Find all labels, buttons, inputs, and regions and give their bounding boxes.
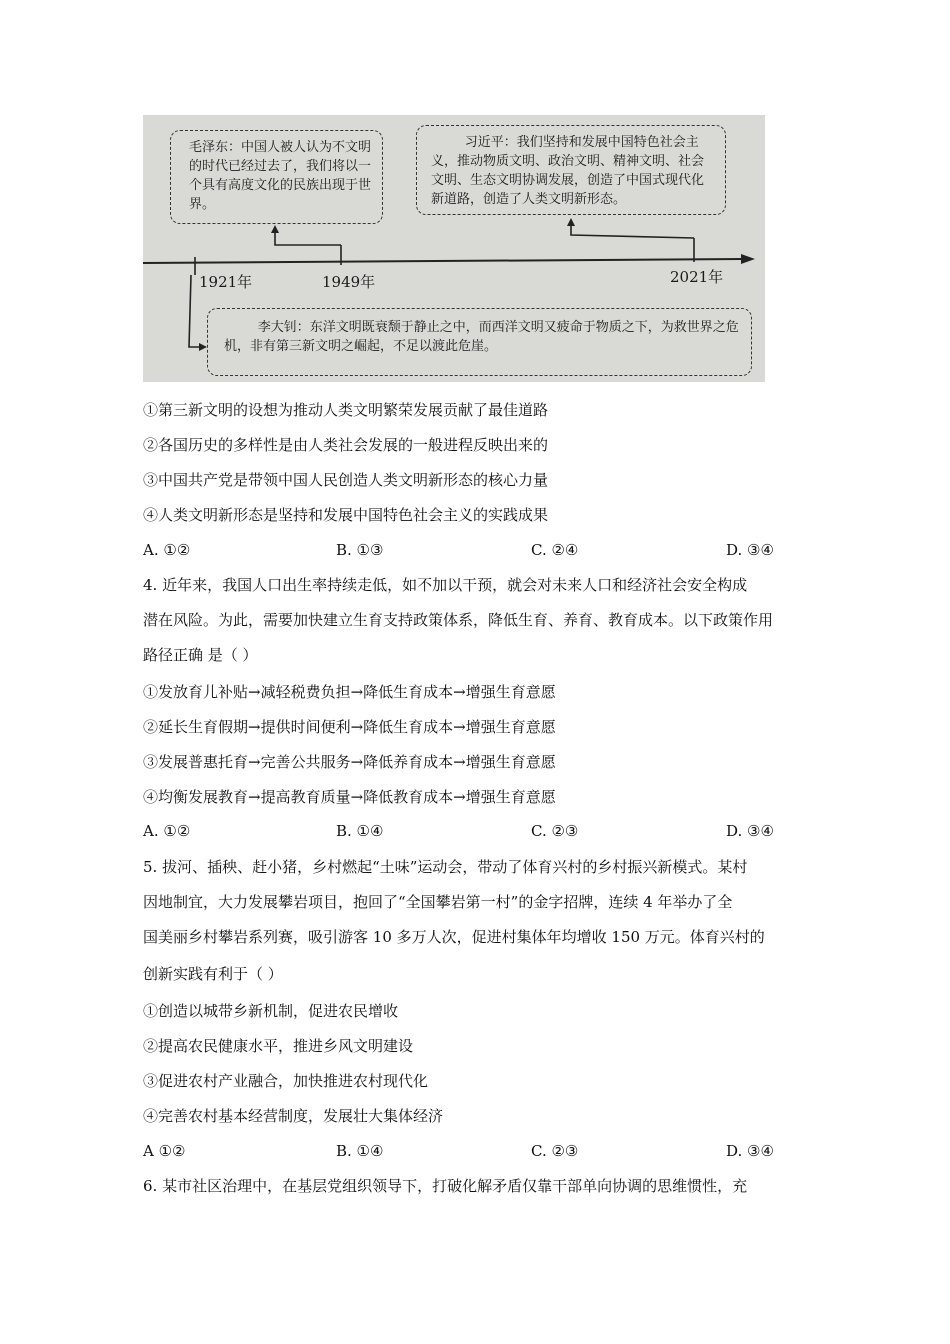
q3-option-a: A. ①② <box>143 541 191 559</box>
q4-stem-line-3: 路径正确 是（ ） <box>143 646 258 664</box>
q5-item-2: ②提高农民健康水平，推进乡风文明建设 <box>143 1037 414 1055</box>
q3-item-4: ④人类文明新形态是坚持和发展中国特色社会主义的实践成果 <box>143 506 549 524</box>
timeline-axis <box>143 259 743 263</box>
q4-item-3: ③发展普惠托育→完善公共服务→降低养育成本→增强生育意愿 <box>143 753 556 771</box>
q4-item-4: ④均衡发展教育→提高教育质量→降低教育成本→增强生育意愿 <box>143 788 556 806</box>
q5-stem-line-3: 国美丽乡村攀岩系列赛，吸引游客 10 多万人次，促进村集体年均增收 150 万元。体育兴村的 <box>143 928 765 946</box>
q3-item-3: ③中国共产党是带领中国人民创造人类文明新形态的核心力量 <box>143 471 549 489</box>
q3-option-d: D. ③④ <box>726 541 774 559</box>
q5-item-1: ①创造以城带乡新机制，促进农民增收 <box>143 1002 399 1020</box>
q5-option-b: B. ①④ <box>336 1142 384 1160</box>
q5-stem-line-1: 5. 拔河、插秧、赶小猪，乡村燃起“土味”运动会，带动了体育兴村的乡村振兴新模式。某村 <box>143 858 748 876</box>
year-1921: 1921年 <box>199 273 253 291</box>
li-quote-box <box>207 308 752 376</box>
q5-option-a: A ①② <box>143 1142 186 1160</box>
q3-option-c: C. ②④ <box>531 541 579 559</box>
q4-stem-line-2: 潜在风险。为此，需要加快建立生育支持政策体系，降低生育、养育、教育成本。以下政策作用 <box>143 611 774 629</box>
q5-stem-line-4: 创新实践有利于（ ） <box>143 965 283 983</box>
q4-option-c: C. ②③ <box>531 822 579 840</box>
q4-item-1: ①发放育儿补贴→减轻税费负担→降低生育成本→增强生育意愿 <box>143 683 556 701</box>
q5-option-c: C. ②③ <box>531 1142 579 1160</box>
li-quote: 李大钊：东洋文明既衰颓于静止之中，而西洋文明又疲命于物质之下，为救世界之危机，非有第三新文明之崛起，不足以渡此危崖。 <box>224 320 739 354</box>
mao-quote-box <box>170 130 383 224</box>
q4-item-2: ②延长生育假期→提供时间便利→降低生育成本→增强生育意愿 <box>143 718 556 736</box>
q3-item-1: ①第三新文明的设想为推动人类文明繁荣发展贡献了最佳道路 <box>143 401 549 419</box>
q3-item-2: ②各国历史的多样性是由人类社会发展的一般进程反映出来的 <box>143 436 549 454</box>
q6-stem-line-1: 6. 某市社区治理中，在基层党组织领导下，打破化解矛盾仅靠干部单向协调的思维惯性，充 <box>143 1177 748 1195</box>
q3-option-b: B. ①③ <box>336 541 384 559</box>
q4-option-a: A. ①② <box>143 822 191 840</box>
arrow-2021 <box>571 223 694 238</box>
mao-quote: 毛泽东：中国人被人认为不文明的时代已经过去了，我们将以一个具有高度文化的民族出现于世界。 <box>189 140 372 212</box>
year-2021: 2021年 <box>670 268 724 286</box>
q4-option-b: B. ①④ <box>336 822 384 840</box>
q5-item-3: ③促进农村产业融合，加快推进农村现代化 <box>143 1072 429 1090</box>
arrow-1949 <box>275 230 341 245</box>
q5-option-d: D. ③④ <box>726 1142 774 1160</box>
timeline-arrowhead <box>741 254 755 264</box>
q4-option-d: D. ③④ <box>726 822 774 840</box>
q4-stem-line-1: 4. 近年来，我国人口出生率持续走低，如不加以干预，就会对未来人口和经济社会安全构成 <box>143 576 748 594</box>
xi-quote: 习近平：我们坚持和发展中国特色社会主义，推动物质文明、政治文明、精神文明、社会文明、生态文明协调发展，创造了中国式现代化新道路，创造了人类文明新形态。 <box>431 135 705 207</box>
year-1949: 1949年 <box>322 273 376 291</box>
q5-stem-line-2: 因地制宜，大力发展攀岩项目，抱回了“全国攀岩第一村”的金字招牌，连续 4 年举办了全 <box>143 893 733 911</box>
timeline-figure <box>143 115 765 382</box>
xi-quote-box <box>416 125 726 215</box>
q5-item-4: ④完善农村基本经营制度，发展壮大集体经济 <box>143 1107 444 1125</box>
